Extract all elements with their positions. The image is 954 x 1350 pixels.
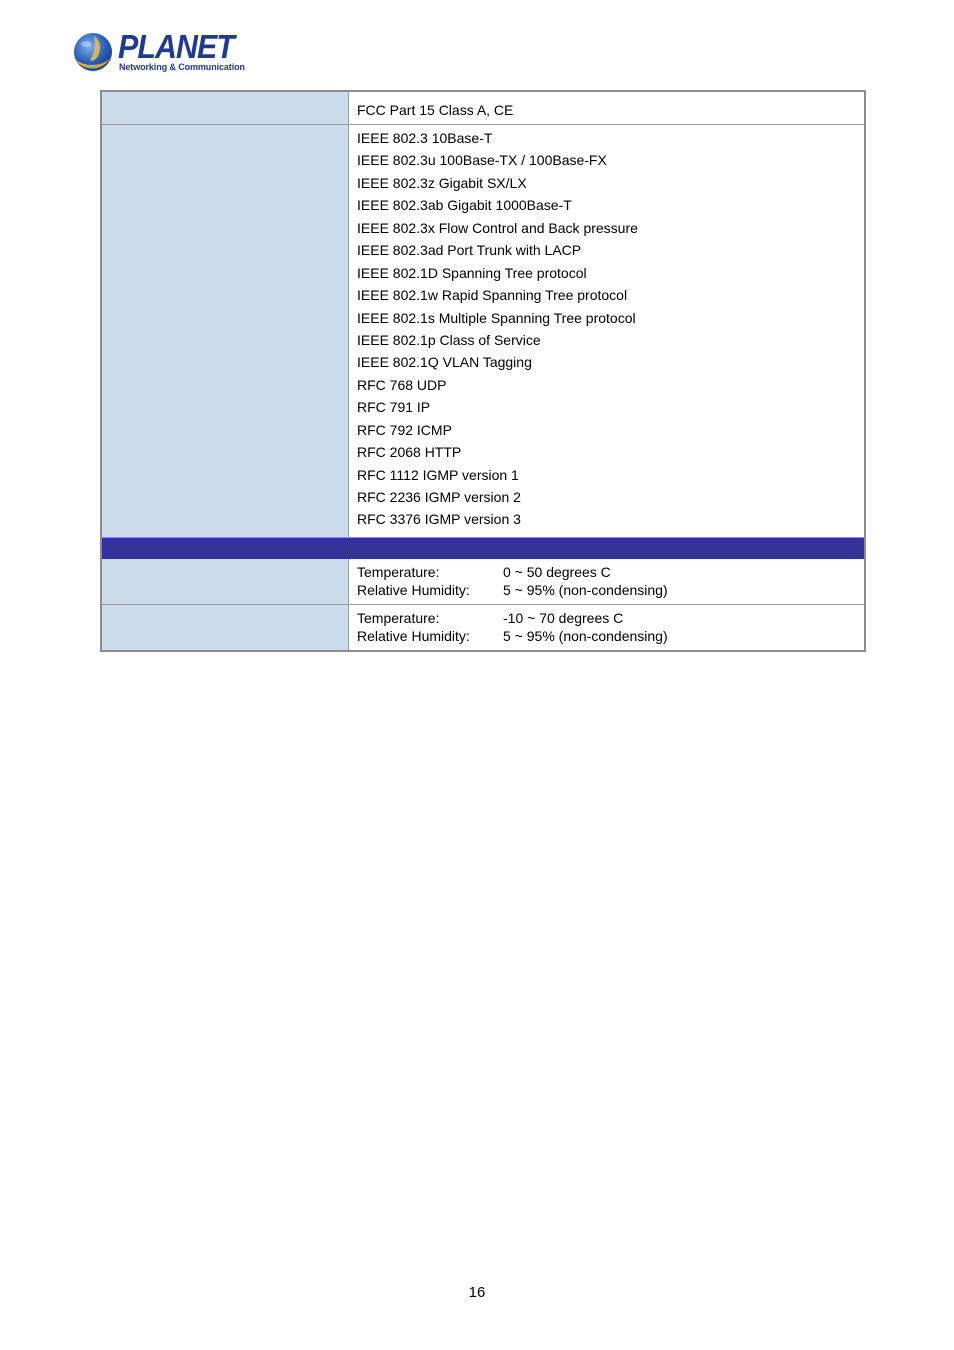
standard-item: RFC 3376 IGMP version 3 (357, 511, 521, 528)
storage-value-cell (349, 604, 866, 651)
environment-section-bar (101, 537, 865, 558)
standard-item: IEEE 802.1p Class of Service (357, 331, 541, 348)
standard-item: RFC 791 IP (357, 399, 431, 416)
regulation-label (101, 91, 349, 125)
standard-item: IEEE 802.1w Rapid Spanning Tree protocol (357, 287, 628, 304)
operating-temperature-key: Temperature: (357, 563, 440, 580)
standard-item: IEEE 802.3ab Gigabit 1000Base-T (357, 197, 572, 214)
standards-list (357, 125, 864, 537)
standard-item: RFC 2068 HTTP (357, 444, 462, 461)
standard-item: IEEE 802.3x Flow Control and Back pressure (357, 219, 638, 236)
standards-row (101, 125, 865, 538)
regulation-value-cell (349, 91, 866, 125)
operating-row (101, 558, 865, 604)
standard-item: IEEE 802.3 10Base-T (357, 130, 493, 146)
standard-item: IEEE 802.1D Spanning Tree protocol (357, 264, 587, 281)
storage-humidity-value: 5 ~ 95% (non-condensing) (503, 627, 668, 644)
operating-label (101, 558, 349, 604)
specification-table (100, 90, 866, 652)
standard-item: IEEE 802.3u 100Base-TX / 100Base-FX (357, 152, 607, 169)
standards-value-cell (349, 125, 866, 538)
standard-item: IEEE 802.1s Multiple Spanning Tree protocol (357, 309, 636, 326)
standard-item: IEEE 802.1Q VLAN Tagging (357, 354, 532, 371)
globe-icon (72, 30, 114, 74)
operating-value-cell (349, 558, 866, 604)
environment-section-title (101, 537, 865, 558)
brand-name: PLANET (118, 28, 234, 65)
storage-label (101, 604, 349, 651)
page-number: 16 (468, 1284, 486, 1301)
operating-humidity-value: 5 ~ 95% (non-condensing) (503, 581, 668, 598)
storage-humidity-key: Relative Humidity: (357, 627, 470, 644)
storage-temperature-value: -10 ~ 70 degrees C (503, 609, 624, 626)
standard-item: RFC 1112 IGMP version 1 (357, 466, 519, 483)
standard-item: IEEE 802.3z Gigabit SX/LX (357, 174, 527, 191)
regulation-value: FCC Part 15 Class A, CE (357, 102, 514, 118)
storage-temperature-key: Temperature: (357, 609, 440, 626)
standards-label (101, 125, 349, 538)
storage-row (101, 604, 865, 651)
standard-item: RFC 2236 IGMP version 2 (357, 489, 521, 505)
brand-tagline: Networking & Communication (119, 62, 245, 72)
standard-item: IEEE 802.3ad Port Trunk with LACP (357, 242, 582, 259)
planet-logo (72, 28, 245, 74)
regulation-row (101, 91, 865, 125)
operating-humidity-key: Relative Humidity: (357, 581, 470, 598)
standard-item: RFC 792 ICMP (357, 421, 452, 438)
standard-item: RFC 768 UDP (357, 376, 447, 393)
operating-temperature-value: 0 ~ 50 degrees C (503, 563, 611, 580)
